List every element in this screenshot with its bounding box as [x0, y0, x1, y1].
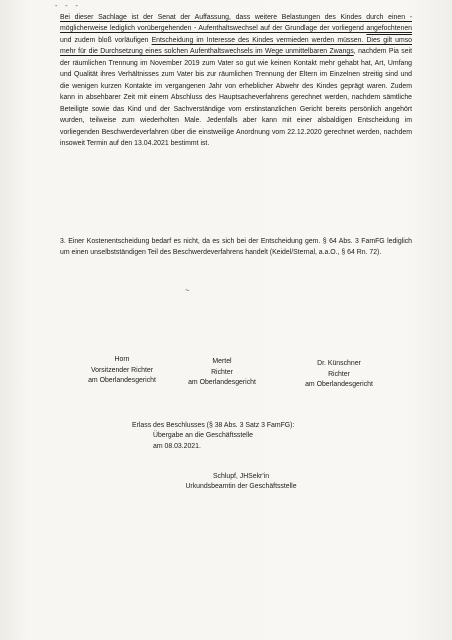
judge-court: am Oberlandesgericht — [305, 381, 373, 388]
judge-name: Horn — [114, 356, 130, 363]
signature-block-horn — [72, 355, 172, 387]
judge-role: Richter — [211, 368, 233, 376]
text-segment: , nachdem Pia seit der räumlichen Trennung im November 2019 zum Vater so gut wie keinen Kontakt mehr gehabt hat, Art, Umfang und Qualität ihres Verhältnisses zum Vater bis zur räumlichen Trennung der Eltern im Einzelnen streitig sind und die wenigen kurzen Kontakte im vergangenen Jahr von erheblicher Abwehr des Kindes geprägt waren. Zudem kann in absehbarer Zeit mit einem Abschluss des Hauptsacheverfahrens gerechnet werden, nachdem sämtliche Beteiligte sowie das Kind und der Sachverständige vom erstinstanzlichen Gericht bereits persönlich angehört wurden, teilweise zum wiederholten Male. Jedenfalls aber kann mit einer alsbaldigen Entscheidung im vorliegenden Beschwerdeverfahren über die einstweilige Anordnung vom 22.12.2020 gerechnet werden, nachdem insoweit Termin auf den 13.04.2021 bestimmt ist. — [60, 48, 413, 147]
pen-mark: ~ — [185, 286, 190, 295]
judge-court: am Oberlandesgericht — [188, 379, 256, 386]
underlined-text: Entscheidung im Interesse des Kindes vermieden werden müssen. Dies gilt umso mehr für die Durchsetzung eines solchen Aufenthaltswechsels im Wege unmittelbaren Zwangs — [60, 36, 413, 56]
clerk-title: Urkundsbeamtin der Geschäftsstelle — [185, 483, 297, 491]
paragraph-costs: 3. Einer Kostenentscheidung bedarf es nicht, da es sich bei der Entscheidung gem. § 64 Abs. 3 FamFG lediglich um einen unselbstständigen Teil des Beschwerdeverfahrens handelt (Keidel/Sternal, a.a.O., § 64 Rn. 72). — [60, 238, 412, 257]
judge-court: am Oberlandesgericht — [88, 377, 156, 384]
erlass-line: Übergabe an die Geschäftsstelle — [153, 432, 253, 440]
judge-name: Mertel — [212, 358, 232, 365]
signature-block-kuenschner — [284, 359, 394, 391]
paragraph-reasoning — [60, 12, 412, 149]
erlass-date: am 08.03.2021. — [153, 442, 201, 450]
text-segment: und zudem bloß vorläufigen — [60, 36, 152, 44]
judge-name: Dr. Künschner — [317, 360, 361, 367]
clerk-name: Schlupf, JHSekr'in — [212, 473, 270, 480]
erlass-line: Erlass des Beschlusses (§ 38 Abs. 3 Satz 3 FamFG): — [132, 422, 295, 429]
erlass-notice — [132, 421, 332, 452]
underlined-text: Bei dieser Sachlage ist der Senat der Auffassung, dass weitere Belastungen des Kindes durch einen - möglicherweise lediglich vorübergehenden - Aufenthaltswechsel auf der Grundlage der vorliegend — [60, 14, 412, 33]
double-underlined-text: angefochtenen — [366, 25, 412, 33]
judge-role: Richter — [328, 370, 350, 378]
judge-role: Vorsitzender Richter — [90, 366, 154, 374]
signature-block-mertel — [172, 357, 272, 389]
clerk-signature — [161, 472, 321, 493]
top-marks: - - - — [55, 3, 81, 10]
